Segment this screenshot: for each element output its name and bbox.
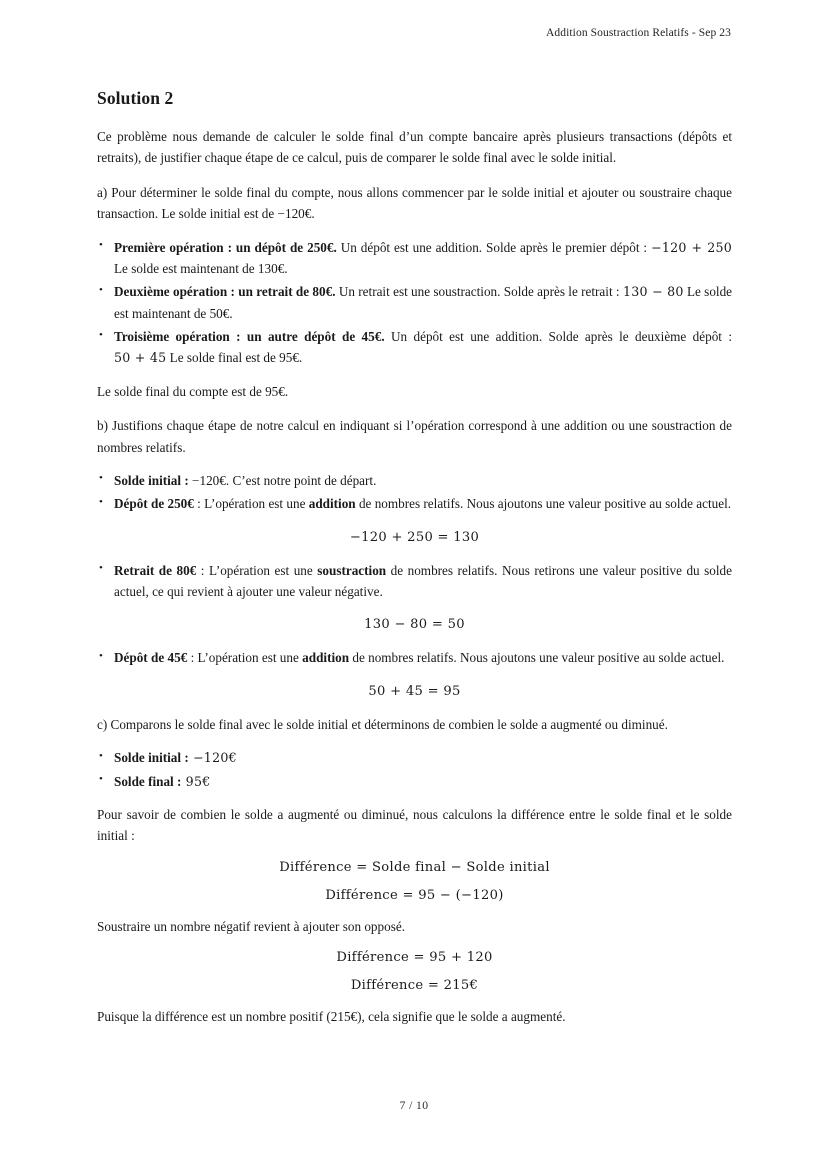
section-a-conclusion: Le solde final du compte est de 95€. — [97, 383, 289, 399]
running-header: Addition Soustraction Relatifs - Sep 23 — [545, 27, 731, 39]
section-b-list-3 — [97, 647, 732, 668]
list-item-text-before: Un dépôt est une addition. Solde après le deuxième dépôt : — [384, 329, 732, 345]
list-item-label: Dépôt de 250€ — [114, 496, 194, 512]
section-c-note: Soustraire un nombre négatif revient à ajouter son opposé. — [97, 918, 405, 934]
list-item — [97, 560, 732, 603]
list-item-text-after: Le solde final est de 95€. — [166, 350, 303, 366]
list-item-text-b: de nombres relatifs. Nous ajoutons une valeur positive au solde actuel. — [349, 650, 725, 666]
section-b-list-1 — [97, 470, 732, 515]
equation-c3: Différence = 95 + 120 — [336, 950, 493, 966]
list-item-label: Solde final : — [114, 773, 182, 789]
list-item — [97, 647, 732, 668]
section-c-explanation: Pour savoir de combien le solde a augmenté ou diminué, nous calculons la différence entre le solde final et le solde initial : — [97, 806, 732, 844]
list-item-label: Première opération : un dépôt de 250€. — [114, 239, 337, 255]
equation-c4: Différence = 215€ — [350, 978, 479, 994]
list-item-label: Solde initial : — [114, 750, 189, 766]
inline-math: 50 + 45 — [114, 350, 167, 366]
list-item-text-after: Le solde est maintenant de 130€. — [114, 260, 288, 276]
section-a-list — [97, 237, 732, 369]
list-item-text-b: de nombres relatifs. Nous retirons une valeur positive du solde actuel, ce qui revient à ajouter une valeur négative. — [114, 562, 732, 600]
list-item-text-after: Le solde est maintenant de 50€. — [114, 284, 733, 321]
list-item — [97, 470, 732, 491]
inline-math: 130 − 80 — [622, 284, 684, 300]
list-item-label: Troisième opération : un autre dépôt de 45€. — [114, 329, 385, 345]
list-item-emphasis: addition — [308, 496, 356, 512]
equation-c1: Différence = Solde final − Solde initial — [279, 859, 550, 875]
list-item — [97, 747, 732, 768]
list-item-label: Dépôt de 45€ — [114, 650, 188, 666]
list-item-text-before: Un retrait est une soustraction. Solde après le retrait : — [335, 284, 623, 300]
list-item — [97, 281, 732, 324]
list-item-text-a: : L’opération est une — [187, 650, 303, 666]
list-item-text-a: : L’opération est une — [196, 562, 318, 578]
document-content — [97, 88, 732, 1040]
equation-b2: 130 − 80 = 50 — [364, 617, 465, 633]
section-b-list-2 — [97, 560, 732, 603]
list-item-value: 95€ — [181, 773, 211, 789]
section-c-intro: c) Comparons le solde final avec le solde initial et déterminons de combien le solde a augmenté ou diminué. — [97, 716, 668, 732]
equation-c2: Différence = 95 − (−120) — [325, 887, 504, 903]
list-item-text-before: Un dépôt est une addition. Solde après le premier dépôt : — [336, 239, 652, 255]
list-item — [97, 237, 732, 280]
list-item-label: Retrait de 80€ — [114, 562, 197, 578]
list-item-text: −120€. C’est notre point de départ. — [188, 472, 377, 488]
list-item-label: Deuxième opération : un retrait de 80€. — [114, 284, 336, 300]
intro-paragraph: Ce problème nous demande de calculer le solde final d’un compte bancaire après plusieurs transactions (dépôts et retraits), de justifier chaque étape de ce calcul, puis de comparer le solde final avec le solde initial. — [97, 129, 732, 166]
list-item-value: −120€ — [188, 750, 237, 766]
list-item-emphasis: addition — [302, 650, 350, 666]
list-item-label: Solde initial : — [114, 472, 189, 488]
list-item-text-b: de nombres relatifs. Nous ajoutons une valeur positive au solde actuel. — [355, 496, 732, 512]
section-a-intro: a) Pour déterminer le solde final du compte, nous allons commencer par le solde initial et ajouter ou soustraire chaque transaction. Le solde initial est de −120€. — [97, 184, 732, 222]
section-c-list — [97, 747, 732, 792]
section-b-intro: b) Justifions chaque étape de notre calcul en indiquant si l’opération correspond à une addition ou une soustraction de nombres relatifs. — [97, 418, 732, 455]
page-title: Solution 2 — [97, 88, 174, 108]
list-item — [97, 326, 732, 369]
section-c-conclusion: Puisque la différence est un nombre positif (215€), cela signifie que le solde a augmenté. — [97, 1009, 566, 1025]
equation-b3: 50 + 45 = 95 — [368, 683, 461, 699]
list-item — [97, 771, 732, 792]
inline-math: −120 + 250 — [651, 239, 733, 255]
list-item — [97, 493, 732, 514]
list-item-emphasis: soustraction — [317, 562, 387, 578]
list-item-text-a: : L’opération est une — [193, 496, 309, 512]
page-number: 7 / 10 — [399, 1099, 429, 1112]
equation-b1: −120 + 250 = 130 — [349, 529, 480, 545]
